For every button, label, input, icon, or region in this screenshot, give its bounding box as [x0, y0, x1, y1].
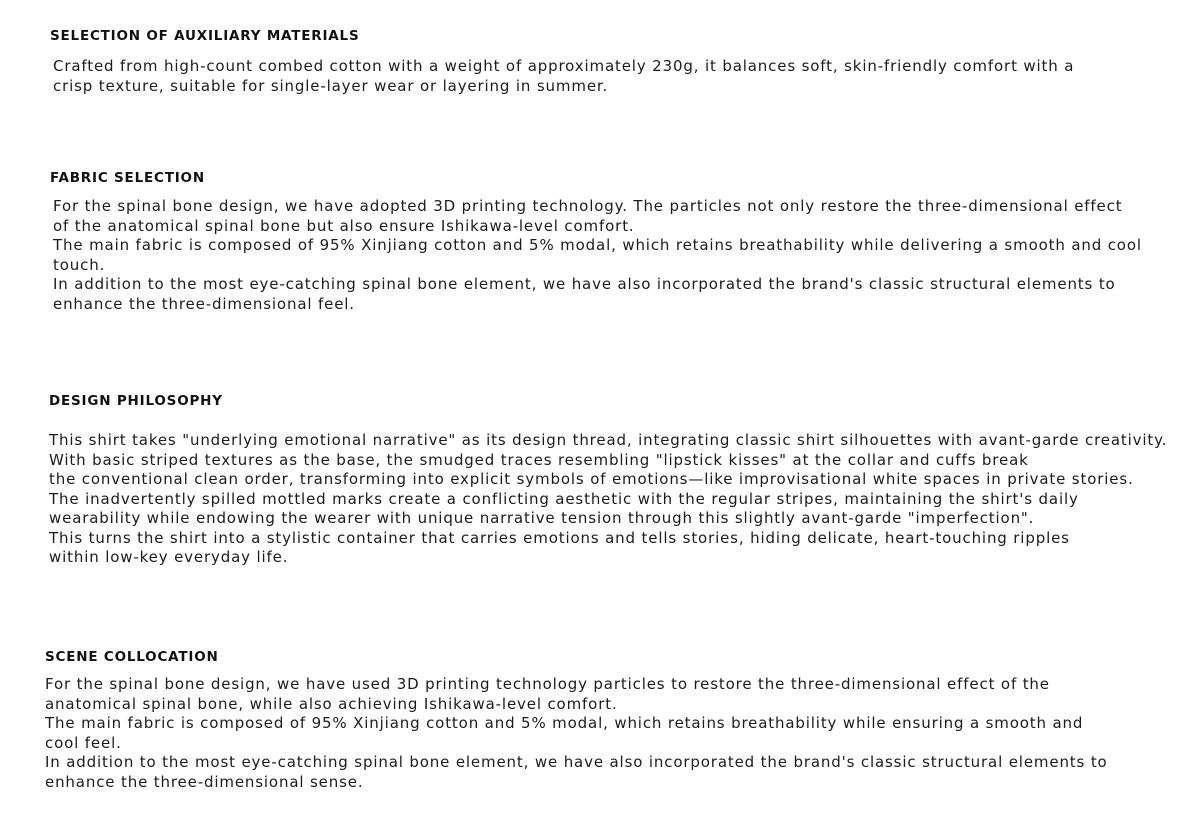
body-line: This shirt takes "underlying emotional narrative" as its design thread, integrating classic shirt silhouettes with avant-garde creativity. [49, 431, 1168, 449]
body-line: With basic striped textures as the base, the smudged traces resembling "lipstick kisses" at the collar and cuffs break [49, 450, 1029, 469]
section-heading: SCENE COLLOCATION [45, 649, 219, 665]
body-line: enhance the three-dimensional sense. [45, 772, 364, 791]
body-line: The main fabric is composed of 95% Xinjiang cotton and 5% modal, which retains breathability while ensuring a smooth and [45, 714, 1084, 732]
body-line: enhance the three-dimensional feel. [53, 294, 355, 313]
body-line: In addition to the most eye-catching spinal bone element, we have also incorporated the brand's classic structural elements to [45, 753, 1108, 771]
body-line: Crafted from high-count combed cotton with a weight of approximately 230g, it balances soft, skin-friendly comfort with a [53, 57, 1075, 75]
section-heading: FABRIC SELECTION [50, 170, 205, 186]
body-line: The inadvertently spilled mottled marks create a conflicting aesthetic with the regular stripes, maintaining the shirt's daily [49, 489, 1079, 508]
body-line: This turns the shirt into a stylistic container that carries emotions and tells stories, hiding delicate, heart-touching ripples [49, 528, 1070, 547]
body-line: For the spinal bone design, we have used 3D printing technology particles to restore the three-dimensional effect of the [45, 675, 1050, 693]
section-body [53, 57, 1074, 96]
section-heading: SELECTION OF AUXILIARY MATERIALS [50, 28, 360, 44]
section-heading: DESIGN PHILOSOPHY [49, 393, 223, 409]
body-line: wearability while endowing the wearer with unique narrative tension through this slightly avant-garde "imperfection". [49, 509, 1035, 527]
section-body [49, 431, 1167, 568]
body-line: For the spinal bone design, we have adopted 3D printing technology. The particles not only restore the three-dimensional effect [53, 197, 1123, 215]
section-body [45, 675, 1108, 792]
body-line: cool feel. [45, 733, 122, 752]
body-line: touch. [53, 255, 106, 274]
body-line: anatomical spinal bone, while also achieving Ishikawa-level comfort. [45, 694, 618, 713]
body-line: within low-key everyday life. [49, 548, 289, 566]
body-line: of the anatomical spinal bone but also ensure Ishikawa-level comfort. [53, 216, 635, 235]
body-line: In addition to the most eye-catching spinal bone element, we have also incorporated the brand's classic structural elements to [53, 275, 1116, 293]
section-body [53, 197, 1142, 314]
body-line: the conventional clean order, transforming into explicit symbols of emotions—like improvisational white spaces in private stories. [49, 470, 1134, 488]
body-line: crisp texture, suitable for single-layer wear or layering in summer. [53, 76, 609, 95]
body-line: The main fabric is composed of 95% Xinjiang cotton and 5% modal, which retains breathability while delivering a smooth and cool [53, 236, 1142, 254]
